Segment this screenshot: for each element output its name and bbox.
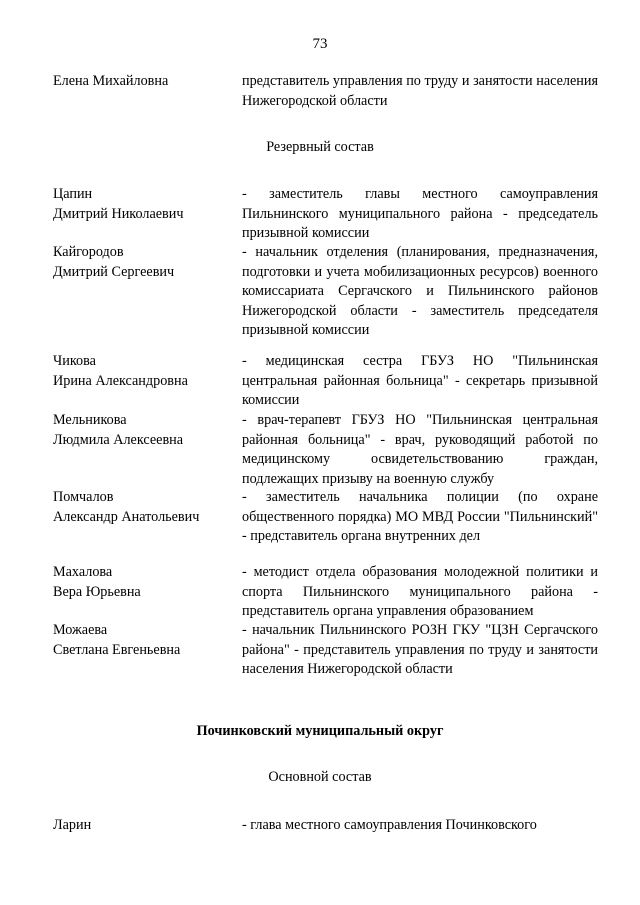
top-entry-name: Елена Михайловна: [53, 73, 169, 89]
member-desc: - начальник Пильнинского РОЗН ГКУ "ЦЗН Сергачского района" - представитель управления по труду и занятости населения Нижегородской области: [242, 622, 598, 677]
member-desc: - заместитель главы местного самоуправления Пильнинского муниципального района - председатель призывной комиссии: [242, 186, 598, 241]
member-desc: - заместитель начальника полиции (по охране общественного порядка) МО МВД России "Пильнинский" - представитель органа внутренних дел: [242, 489, 598, 544]
member-desc: - начальник отделения (планирования, предназначения, подготовки и учета мобилизационных ресурсов) военного комиссариата Сергачского и Пильнинского районов Нижегородской области - заместитель председателя призывной комиссии: [242, 244, 598, 338]
reserve-heading: Резервный состав: [266, 139, 374, 155]
member-desc: - медицинская сестра ГБУЗ НО "Пильнинская центральная районная больница" - секретарь призывной комиссии: [242, 353, 598, 408]
page-number: 73: [312, 36, 328, 52]
main-heading: Основной состав: [268, 769, 372, 785]
member-name: Кайгородов Дмитрий Сергеевич: [53, 244, 175, 280]
district-heading: Починковский муниципальный округ: [196, 723, 444, 739]
member-desc: - глава местного самоуправления Починковского: [242, 817, 537, 833]
member-name: Можаева Светлана Евгеньевна: [53, 622, 181, 658]
member-name: Ларин: [53, 817, 92, 833]
member-desc: - методист отдела образования молодежной политики и спорта Пильнинского муниципального района - представитель органа управления образованием: [242, 564, 598, 619]
member-name: Мельникова Людмила Алексеевна: [53, 412, 184, 448]
member-name: Помчалов Александр Анатольевич: [53, 489, 200, 525]
top-entry-desc: представитель управления по труду и занятости населения Нижегородской области: [242, 73, 598, 109]
member-desc: - врач-терапевт ГБУЗ НО "Пильнинская центральная районная больница" - врач, руководящий работой по медицинскому освидетельствованию граждан, подлежащих призыву на военную службу: [242, 412, 598, 487]
member-name: Махалова Вера Юрьевна: [53, 564, 141, 600]
member-name: Чикова Ирина Александровна: [53, 353, 188, 389]
member-name: Цапин Дмитрий Николаевич: [53, 186, 184, 222]
